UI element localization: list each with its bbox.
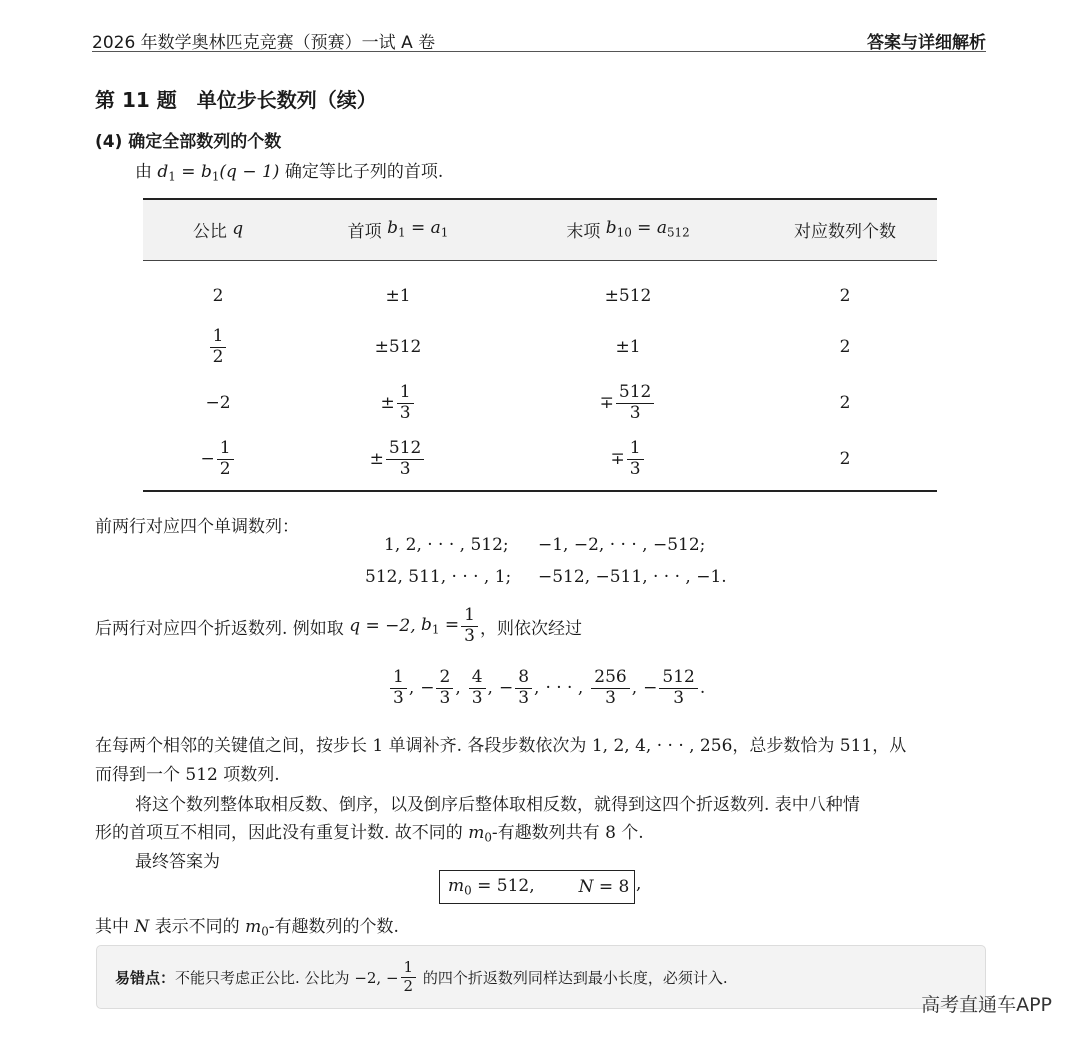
intro-formula: $d_1 = b_1(q - 1)$ [157, 162, 280, 184]
folding-term: $\frac{256}{3}$ , [589, 669, 637, 708]
intro-post: 确定等比子列的首项. [284, 162, 444, 182]
app-watermark: 高考直通车APP [921, 994, 1052, 1016]
row4-first: ± $\frac{512}{3}$ [293, 434, 503, 484]
row3-first: ± $\frac{1}{3}$ [293, 378, 503, 428]
row2-ratio: $\frac{1}{2}$ [143, 322, 293, 372]
paragraph1-line1: 在每两个相邻的关键值之间，按步长 1 单调补齐. 各段步数依次为 1, 2, 4, · · · , 256，总步数恰为 511，从 [95, 736, 907, 756]
pitfall-text-pre: 不能只考虑正公比. 公比为 −2, − [175, 968, 399, 987]
final-answer-comma: , [636, 874, 642, 894]
paragraph2-line1: 将这个数列整体取相反数、倒序，以及倒序后整体取相反数，就得到这四个折返数列. 表中八种情 [135, 795, 860, 815]
monotone-line1-b: −1, −2, · · · , −512; [538, 535, 706, 555]
folding-term: · · · , [545, 678, 584, 698]
ratio-table [143, 198, 937, 494]
row4-count: 2 [839, 449, 851, 469]
table-mid-rule [143, 260, 937, 261]
folding-term: $\frac{1}{3}$ , [388, 669, 414, 708]
row4-last: ∓ $\frac{1}{3}$ [503, 434, 753, 484]
final-answer-label: 最终答案为 [135, 852, 220, 872]
row1-count: 2 [839, 286, 851, 306]
table-header-ratio: 公比 q [192, 219, 244, 242]
table-header-count: 对应数列个数 [794, 221, 896, 242]
table-bottom-rule [143, 490, 937, 492]
row3-last: ∓ $\frac{512}{3}$ [503, 378, 753, 428]
intro-pre: 由 [135, 162, 152, 182]
problem-title: 第 11 题 单位步长数列（续） [95, 88, 377, 112]
row1-last: ±512 [604, 286, 652, 306]
header-rule [92, 51, 986, 52]
running-header-right: 答案与详细解析 [867, 33, 986, 53]
pitfall-note-box [96, 945, 986, 1009]
paragraph2-line2: 形的首项互不相同，因此没有重复计数. 故不同的 $m_0-$有趣数列共有 8 个. [95, 823, 644, 845]
running-header-left: 2026 年数学奥林匹克竞赛（预赛）一试 A 卷 [92, 33, 436, 53]
pitfall-label: 易错点： [115, 968, 176, 987]
row4-ratio: − $\frac{1}{2}$ [143, 434, 293, 484]
row2-first: ±512 [374, 337, 422, 357]
monotone-line1-a: 1, 2, · · · , 512; [384, 535, 509, 555]
intro-sentence [135, 157, 443, 184]
folding-term: − $\frac{8}{3}$ , [498, 666, 540, 708]
pitfall-note: 易错点： 不能只考虑正公比. 公比为 −2, − $\frac{1}{2}$ 的四个折返数列同样达到最小长度，必须计入. [115, 957, 728, 995]
paragraph1-line2: 而得到一个 512 项数列. [95, 765, 280, 785]
row3-ratio: −2 [205, 393, 231, 413]
monotone-line2-a: 512, 511, · · · , 1; [365, 567, 512, 587]
table-header-last-term: 末项 $b_{10} = a_{512}$ [566, 218, 690, 242]
row1-ratio: 2 [212, 286, 224, 306]
section-heading: (4) 确定全部数列的个数 [95, 132, 282, 152]
folding-intro: 后两行对应四个折返数列. 例如取 q = −2, $b_1$ = $\frac{1}{3}$ ，则依次经过 [95, 604, 582, 646]
monotone-intro: 前两行对应四个单调数列： [95, 517, 299, 537]
folding-sequence [388, 665, 711, 711]
table-header-first-term: 首项 $b_1 = a_1$ [347, 218, 449, 242]
folding-term: $\frac{4}{3}$ , [467, 669, 493, 708]
row2-count: 2 [839, 337, 851, 357]
final-answer-box: $m_0 = 512$, N = 8 [439, 870, 635, 904]
folding-term: − $\frac{512}{3}$ . [643, 666, 706, 708]
monotone-line2-b: −512, −511, · · · , −1. [538, 567, 727, 587]
row2-last: ±1 [615, 337, 641, 357]
row3-count: 2 [839, 393, 851, 413]
explanation-line: 其中 N 表示不同的 $m_0-$有趣数列的个数. [95, 917, 399, 939]
folding-term: − $\frac{2}{3}$ , [420, 666, 461, 708]
row1-first: ±1 [385, 286, 411, 306]
pitfall-text-post: 的四个折返数列同样达到最小长度，必须计入. [422, 968, 728, 987]
